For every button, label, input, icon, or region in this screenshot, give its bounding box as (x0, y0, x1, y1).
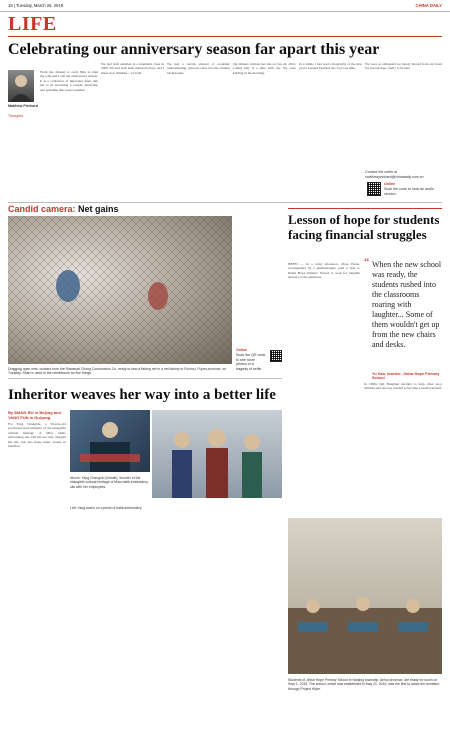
candid-caption: Dragging open nets, workers from the Rawanad Chong Construction Co. ready to sew a fishing net in a net factory in Fuzhou, Fujian province, on Tuesday. Shan is used to the needlework for five things. (8, 367, 227, 376)
inheritor-col-2 (70, 528, 140, 736)
divider-2 (8, 378, 282, 379)
column-text-4: big dinners without her kin on Jan 24, 2012, Ladies Day is a time with our. We were holding in the morning. (233, 62, 296, 75)
net-pattern (8, 216, 232, 364)
inheritor-body: For Yang Changxiu, a 50-year-old provincial-level inheritor of the intangible cultural heritage of Miao batik-embroidery, the craft has not only changed her life, but also helps many people in Guizhou. (8, 422, 66, 449)
page-header (0, 0, 450, 12)
column-qr-code[interactable] (367, 182, 381, 196)
inheritor-caption-left: Left: Yang works on a piece of batik-embroidery. (70, 506, 143, 510)
column-online-label: Online (384, 182, 396, 186)
candid-online-label: Online (236, 348, 248, 352)
divider-1 (8, 202, 442, 203)
lesson-pull-quote: When the new school was ready, the students rushed into the classrooms roaring with laughter... Some of them wouldn't get up from the new chairs and desks. (372, 260, 442, 349)
author-photo (8, 70, 34, 102)
author-silhouette (8, 70, 34, 102)
quote-mark-icon: “ (364, 255, 370, 269)
column-text-5: In a while, I had read a biography of the new year's Lantern Festival, the very last time. (299, 62, 362, 71)
inheritor-col-3 (144, 502, 212, 736)
lesson-body-1: HEFEI — In a rainy afternoon, Zhou Yaxue, accompanied by a philanthropist, paid a visit to Jinhai Hope Primary School to look for tangible answers to the questions. (288, 262, 360, 280)
inheritor-caption-top: Above: Yang Changxiu (middle), founder of the intangible cultural heritage of Miao batik-embroidery, sits with her employees. (70, 476, 149, 489)
inheritor-photo-left (70, 410, 150, 472)
lesson-pull-attribution: Yu Gan, teacher, Jinhai Hope Primary School (372, 372, 440, 380)
author-name: Matthew Prichard (8, 104, 38, 108)
group-photo (152, 410, 282, 498)
candid-online-text: Scan the QR code to see more photos of a tragedy of selfie (236, 353, 266, 371)
column-text-2: We had both enrolled in a mandarin class in 2009. We had both been married before, and I knew how children... we both. (101, 62, 164, 75)
page-date: 18 | Tuesday, March 26, 2019 (8, 3, 64, 8)
column-text-1: From late January to early May is what my wife and I call our anniversary season. It is a collection of important dates that led to us becoming a couple, marrying, and spending nine years together. (40, 70, 98, 92)
main-headline: Celebrating our anniversary season far apart this year (8, 41, 380, 58)
column-text-3: We had a certain amount of academic understanding, given us entry into the cultural background. (167, 62, 230, 75)
column-text-6: We were so exhausted we barely moved from our hotel for several days. Sadly to be sure. (365, 62, 442, 71)
inheritor-col-4 (214, 502, 282, 736)
inheritor-byline: By WANG RU in Beijing and YANG FUN in Guiyang (8, 410, 61, 420)
school-photo (288, 518, 442, 674)
author-label: Thoughts (8, 114, 23, 118)
publication-name: CHINA DAILY (415, 3, 442, 8)
inheritor-photo-main (152, 410, 282, 498)
net-factory-photo (8, 216, 232, 364)
inheritor-col-1 (8, 546, 66, 736)
candid-qr-code[interactable] (270, 350, 282, 362)
candid-camera-title: Candid camera: Net gains (8, 204, 119, 214)
embroidery-pattern (70, 410, 150, 472)
column-contact: Contact the writer at matthewprichard@chinadaily.com.cn (365, 170, 424, 179)
section-title: LIFE (8, 13, 57, 35)
school-caption: Students of Jinhai Hope Primary School in Nanjing township, Anhui province, are ready for lunch on Sept 1, 2019. The school, which was established in May 21, 2016, was the first to adopt the donation-through Project Hope. (288, 678, 441, 691)
section-rule (8, 36, 442, 37)
inheritor-headline: Inheritor weaves her way into a better life (8, 387, 276, 403)
lesson-rule (288, 208, 442, 209)
lesson-headline: Lesson of hope for students facing financial struggles (288, 212, 440, 242)
lesson-body-2: In 1990s Qin Hongmei decided to help other poor children and one day wanted to become a teacher herself. (364, 382, 442, 391)
classroom-scene (288, 518, 442, 674)
column-online-text: Scan the code to hear an audio version. (384, 187, 434, 196)
